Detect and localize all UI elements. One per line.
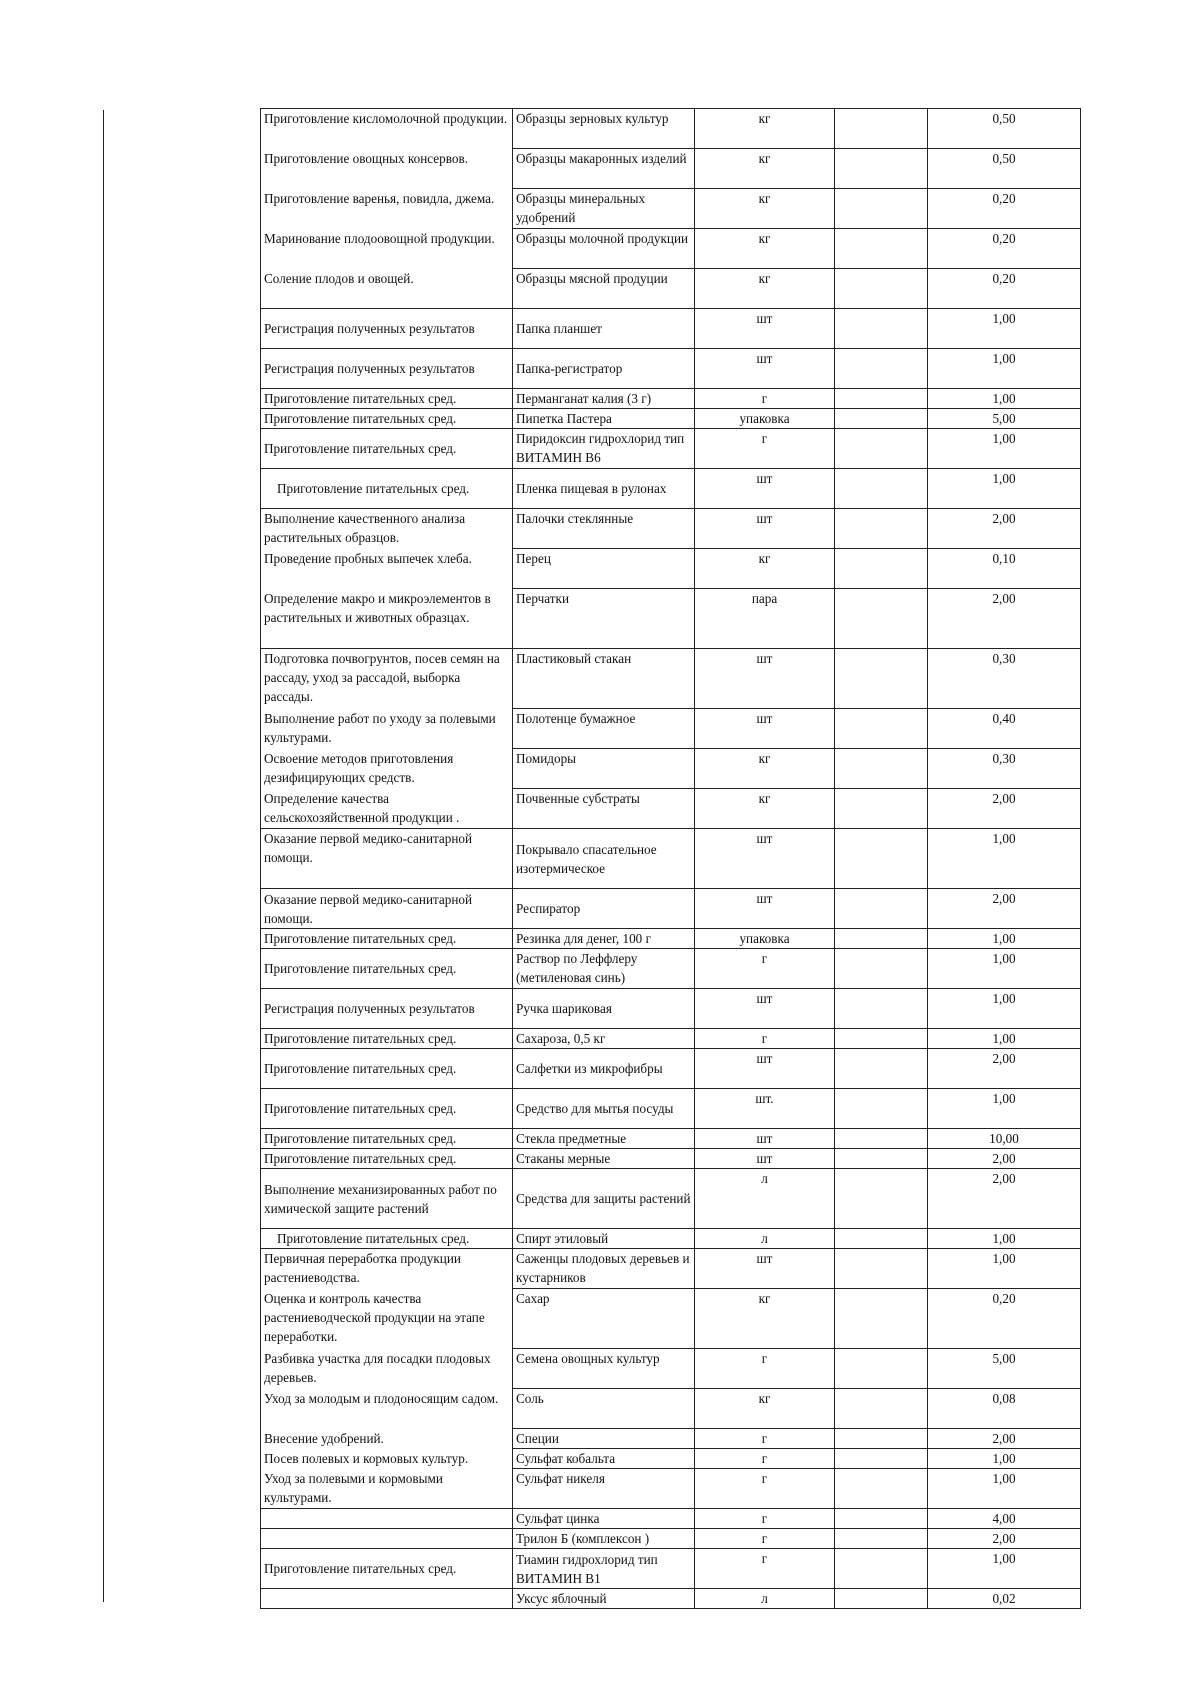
empty-cell [835, 229, 928, 269]
qty-cell: 2,00 [928, 589, 1081, 649]
table-row [261, 789, 1081, 829]
unit-cell: упаковка [695, 929, 835, 949]
table-row [261, 1429, 1081, 1449]
item-cell: Салфетки из микрофибры [513, 1049, 695, 1089]
qty-cell: 1,00 [928, 989, 1081, 1029]
qty-cell: 0,10 [928, 549, 1081, 589]
purpose-cell: Приготовление варенья, повидла, джема. [261, 189, 513, 229]
materials-table [260, 108, 1081, 1609]
item-cell: Ручка шариковая [513, 989, 695, 1029]
empty-cell [835, 709, 928, 749]
item-cell: Образцы макаронных изделий [513, 149, 695, 189]
empty-cell [835, 309, 928, 349]
empty-cell [835, 409, 928, 429]
unit-cell: г [695, 1529, 835, 1549]
table-row [261, 889, 1081, 929]
purpose-cell [261, 1509, 513, 1529]
unit-cell: пара [695, 589, 835, 649]
qty-cell: 1,00 [928, 1549, 1081, 1589]
purpose-cell: Выполнение механизированных работ по химической защите растений [261, 1169, 513, 1229]
purpose-cell: Приготовление питательных сред. [261, 949, 513, 989]
qty-cell: 1,00 [928, 1249, 1081, 1289]
unit-cell: г [695, 1449, 835, 1469]
purpose-cell: Проведение пробных выпечек хлеба. [261, 549, 513, 589]
item-cell: Образцы молочной продукции [513, 229, 695, 269]
qty-cell: 2,00 [928, 1169, 1081, 1229]
table-row [261, 589, 1081, 649]
qty-cell: 0,30 [928, 649, 1081, 709]
empty-cell [835, 1529, 928, 1549]
empty-cell [835, 649, 928, 709]
empty-cell [835, 1169, 928, 1229]
item-cell: Сульфат цинка [513, 1509, 695, 1529]
table-row [261, 1029, 1081, 1049]
qty-cell: 2,00 [928, 889, 1081, 929]
purpose-cell: Оказание первой медико-санитарной помощи. [261, 889, 513, 929]
purpose-cell: Первичная переработка продукции растениеводства. [261, 1249, 513, 1289]
item-cell: Папка-регистратор [513, 349, 695, 389]
table-row [261, 1549, 1081, 1589]
table-row [261, 349, 1081, 389]
table-row [261, 469, 1081, 509]
purpose-cell: Приготовление питательных сред. [261, 409, 513, 429]
empty-cell [835, 589, 928, 649]
table-row [261, 709, 1081, 749]
empty-cell [835, 1449, 928, 1469]
item-cell: Резинка для денег, 100 г [513, 929, 695, 949]
table-row [261, 949, 1081, 989]
qty-cell: 1,00 [928, 469, 1081, 509]
table-row [261, 1089, 1081, 1129]
qty-cell: 1,00 [928, 1029, 1081, 1049]
item-cell: Уксус яблочный [513, 1589, 695, 1609]
unit-cell: л [695, 1229, 835, 1249]
table-row [261, 549, 1081, 589]
table-row [261, 1469, 1081, 1509]
item-cell: Перманганат калия (3 г) [513, 389, 695, 409]
table-row [261, 1289, 1081, 1349]
qty-cell: 4,00 [928, 1509, 1081, 1529]
unit-cell: кг [695, 109, 835, 149]
table-row [261, 989, 1081, 1029]
purpose-cell: Приготовление питательных сред. [261, 469, 513, 509]
unit-cell: шт [695, 309, 835, 349]
left-margin-line [103, 110, 104, 1602]
table-row [261, 509, 1081, 549]
item-cell: Пиридоксин гидрохлорид тип ВИТАМИН В6 [513, 429, 695, 469]
purpose-cell [261, 1529, 513, 1549]
item-cell: Почвенные субстраты [513, 789, 695, 829]
empty-cell [835, 269, 928, 309]
purpose-cell: Уход за полевыми и кормовыми культурами. [261, 1469, 513, 1509]
item-cell: Респиратор [513, 889, 695, 929]
empty-cell [835, 829, 928, 889]
purpose-cell [261, 1589, 513, 1609]
qty-cell: 1,00 [928, 1449, 1081, 1469]
purpose-cell: Регистрация полученных результатов [261, 309, 513, 349]
purpose-cell: Определение качества сельскохозяйственной продукции . [261, 789, 513, 829]
unit-cell: шт [695, 1149, 835, 1169]
purpose-cell: Посев полевых и кормовых культур. [261, 1449, 513, 1469]
item-cell: Папка планшет [513, 309, 695, 349]
purpose-cell: Приготовление питательных сред. [261, 1049, 513, 1089]
empty-cell [835, 1049, 928, 1089]
table-row [261, 149, 1081, 189]
empty-cell [835, 1249, 928, 1289]
item-cell: Пипетка Пастера [513, 409, 695, 429]
purpose-cell: Определение макро и микроэлементов в растительных и животных образцах. [261, 589, 513, 649]
item-cell: Соль [513, 1389, 695, 1429]
empty-cell [835, 549, 928, 589]
qty-cell: 1,00 [928, 829, 1081, 889]
table-row [261, 749, 1081, 789]
qty-cell: 1,00 [928, 309, 1081, 349]
table-row [261, 1249, 1081, 1289]
qty-cell: 1,00 [928, 929, 1081, 949]
unit-cell: кг [695, 749, 835, 789]
qty-cell: 5,00 [928, 1349, 1081, 1389]
qty-cell: 0,08 [928, 1389, 1081, 1429]
unit-cell: кг [695, 269, 835, 309]
table-row [261, 1049, 1081, 1089]
table-row [261, 929, 1081, 949]
purpose-cell: Приготовление кисломолочной продукции. [261, 109, 513, 149]
unit-cell: шт [695, 1249, 835, 1289]
empty-cell [835, 469, 928, 509]
qty-cell: 0,20 [928, 1289, 1081, 1349]
item-cell: Пленка пищевая в рулонах [513, 469, 695, 509]
table-row [261, 1169, 1081, 1229]
empty-cell [835, 1089, 928, 1129]
item-cell: Перец [513, 549, 695, 589]
empty-cell [835, 429, 928, 469]
empty-cell [835, 109, 928, 149]
empty-cell [835, 1289, 928, 1349]
item-cell: Помидоры [513, 749, 695, 789]
unit-cell: г [695, 1429, 835, 1449]
qty-cell: 1,00 [928, 1089, 1081, 1129]
unit-cell: кг [695, 1289, 835, 1349]
item-cell: Саженцы плодовых деревьев и кустарников [513, 1249, 695, 1289]
unit-cell: л [695, 1589, 835, 1609]
qty-cell: 1,00 [928, 389, 1081, 409]
qty-cell: 1,00 [928, 949, 1081, 989]
purpose-cell: Выполнение работ по уходу за полевыми культурами. [261, 709, 513, 749]
qty-cell: 1,00 [928, 429, 1081, 469]
unit-cell: г [695, 389, 835, 409]
purpose-cell: Приготовление питательных сред. [261, 1029, 513, 1049]
table-row [261, 1129, 1081, 1149]
item-cell: Полотенце бумажное [513, 709, 695, 749]
item-cell: Специи [513, 1429, 695, 1449]
qty-cell: 0,02 [928, 1589, 1081, 1609]
table-row [261, 1149, 1081, 1169]
unit-cell: кг [695, 189, 835, 229]
empty-cell [835, 1509, 928, 1529]
item-cell: Сахар [513, 1289, 695, 1349]
purpose-cell: Приготовление питательных сред. [261, 389, 513, 409]
empty-cell [835, 1589, 928, 1609]
table-row [261, 829, 1081, 889]
item-cell: Раствор по Леффлеру (метиленовая синь) [513, 949, 695, 989]
item-cell: Стаканы мерные [513, 1149, 695, 1169]
item-cell: Образцы мясной продуции [513, 269, 695, 309]
unit-cell: шт [695, 1049, 835, 1089]
unit-cell: г [695, 429, 835, 469]
qty-cell: 10,00 [928, 1129, 1081, 1149]
item-cell: Пластиковый стакан [513, 649, 695, 709]
purpose-cell: Приготовление питательных сред. [261, 1089, 513, 1129]
qty-cell: 0,20 [928, 229, 1081, 269]
empty-cell [835, 1429, 928, 1449]
purpose-cell: Оказание первой медико-санитарной помощи. [261, 829, 513, 889]
item-cell: Стекла предметные [513, 1129, 695, 1149]
empty-cell [835, 789, 928, 829]
unit-cell: шт [695, 649, 835, 709]
item-cell: Тиамин гидрохлорид тип ВИТАМИН В1 [513, 1549, 695, 1589]
purpose-cell: Уход за молодым и плодоносящим садом. [261, 1389, 513, 1429]
table-row [261, 1349, 1081, 1389]
table-row [261, 1449, 1081, 1469]
empty-cell [835, 1549, 928, 1589]
unit-cell: г [695, 1549, 835, 1589]
unit-cell: шт [695, 509, 835, 549]
item-cell: Средство для мытья посуды [513, 1089, 695, 1129]
purpose-cell: Приготовление питательных сред. [261, 1129, 513, 1149]
unit-cell: г [695, 1349, 835, 1389]
unit-cell: упаковка [695, 409, 835, 429]
purpose-cell: Регистрация полученных результатов [261, 989, 513, 1029]
item-cell: Покрывало спасательное изотермическое [513, 829, 695, 889]
table-row [261, 429, 1081, 469]
qty-cell: 2,00 [928, 1529, 1081, 1549]
empty-cell [835, 1029, 928, 1049]
table-row [261, 109, 1081, 149]
unit-cell: шт. [695, 1089, 835, 1129]
qty-cell: 0,50 [928, 149, 1081, 189]
qty-cell: 1,00 [928, 1469, 1081, 1509]
unit-cell: г [695, 949, 835, 989]
empty-cell [835, 929, 928, 949]
unit-cell: кг [695, 1389, 835, 1429]
qty-cell: 1,00 [928, 1229, 1081, 1249]
qty-cell: 2,00 [928, 509, 1081, 549]
purpose-cell: Маринование плодоовощной продукции. [261, 229, 513, 269]
qty-cell: 0,50 [928, 109, 1081, 149]
unit-cell: шт [695, 1129, 835, 1149]
empty-cell [835, 189, 928, 229]
table-row [261, 1529, 1081, 1549]
table-row [261, 269, 1081, 309]
table-row [261, 1509, 1081, 1529]
empty-cell [835, 1469, 928, 1509]
empty-cell [835, 1229, 928, 1249]
purpose-cell: Внесение удобрений. [261, 1429, 513, 1449]
empty-cell [835, 349, 928, 389]
table-row [261, 189, 1081, 229]
unit-cell: кг [695, 789, 835, 829]
empty-cell [835, 149, 928, 189]
empty-cell [835, 1149, 928, 1169]
item-cell: Спирт этиловый [513, 1229, 695, 1249]
qty-cell: 2,00 [928, 1049, 1081, 1089]
qty-cell: 0,40 [928, 709, 1081, 749]
purpose-cell: Оценка и контроль качества растениеводческой продукции на этапе переработки. [261, 1289, 513, 1349]
item-cell: Средства для защиты растений [513, 1169, 695, 1229]
unit-cell: кг [695, 149, 835, 189]
qty-cell: 2,00 [928, 1149, 1081, 1169]
unit-cell: шт [695, 349, 835, 389]
unit-cell: г [695, 1469, 835, 1509]
empty-cell [835, 509, 928, 549]
purpose-cell: Приготовление питательных сред. [261, 1149, 513, 1169]
item-cell: Образцы минеральных удобрений [513, 189, 695, 229]
unit-cell: кг [695, 549, 835, 589]
qty-cell: 2,00 [928, 789, 1081, 829]
purpose-cell: Подготовка почвогрунтов, посев семян на рассаду, уход за рассадой, выборка рассады. [261, 649, 513, 709]
item-cell: Перчатки [513, 589, 695, 649]
unit-cell: шт [695, 829, 835, 889]
purpose-cell: Соление плодов и овощей. [261, 269, 513, 309]
empty-cell [835, 1389, 928, 1429]
table-row [261, 1389, 1081, 1429]
purpose-cell: Выполнение качественного анализа растительных образцов. [261, 509, 513, 549]
table-row [261, 309, 1081, 349]
table-row [261, 1229, 1081, 1249]
unit-cell: л [695, 1169, 835, 1229]
empty-cell [835, 1349, 928, 1389]
purpose-cell: Приготовление питательных сред. [261, 429, 513, 469]
item-cell: Сахароза, 0,5 кг [513, 1029, 695, 1049]
item-cell: Трилон Б (комплексон ) [513, 1529, 695, 1549]
empty-cell [835, 389, 928, 409]
empty-cell [835, 989, 928, 1029]
empty-cell [835, 949, 928, 989]
empty-cell [835, 749, 928, 789]
item-cell: Сульфат кобальта [513, 1449, 695, 1469]
unit-cell: шт [695, 709, 835, 749]
qty-cell: 0,20 [928, 189, 1081, 229]
item-cell: Семена овощных культур [513, 1349, 695, 1389]
unit-cell: г [695, 1029, 835, 1049]
purpose-cell: Приготовление питательных сред. [261, 929, 513, 949]
item-cell: Сульфат никеля [513, 1469, 695, 1509]
qty-cell: 1,00 [928, 349, 1081, 389]
purpose-cell: Приготовление питательных сред. [261, 1229, 513, 1249]
purpose-cell: Освоение методов приготовления дезифицирующих средств. [261, 749, 513, 789]
qty-cell: 2,00 [928, 1429, 1081, 1449]
unit-cell: шт [695, 889, 835, 929]
item-cell: Образцы зерновых культур [513, 109, 695, 149]
purpose-cell: Приготовление питательных сред. [261, 1549, 513, 1589]
table-row [261, 1589, 1081, 1609]
item-cell: Палочки стеклянные [513, 509, 695, 549]
unit-cell: шт [695, 469, 835, 509]
unit-cell: г [695, 1509, 835, 1529]
purpose-cell: Приготовление овощных консервов. [261, 149, 513, 189]
qty-cell: 5,00 [928, 409, 1081, 429]
table-row [261, 409, 1081, 429]
table-row [261, 389, 1081, 409]
empty-cell [835, 889, 928, 929]
purpose-cell: Регистрация полученных результатов [261, 349, 513, 389]
table-row [261, 649, 1081, 709]
empty-cell [835, 1129, 928, 1149]
unit-cell: шт [695, 989, 835, 1029]
qty-cell: 0,30 [928, 749, 1081, 789]
table-row [261, 229, 1081, 269]
qty-cell: 0,20 [928, 269, 1081, 309]
purpose-cell: Разбивка участка для посадки плодовых деревьев. [261, 1349, 513, 1389]
unit-cell: кг [695, 229, 835, 269]
